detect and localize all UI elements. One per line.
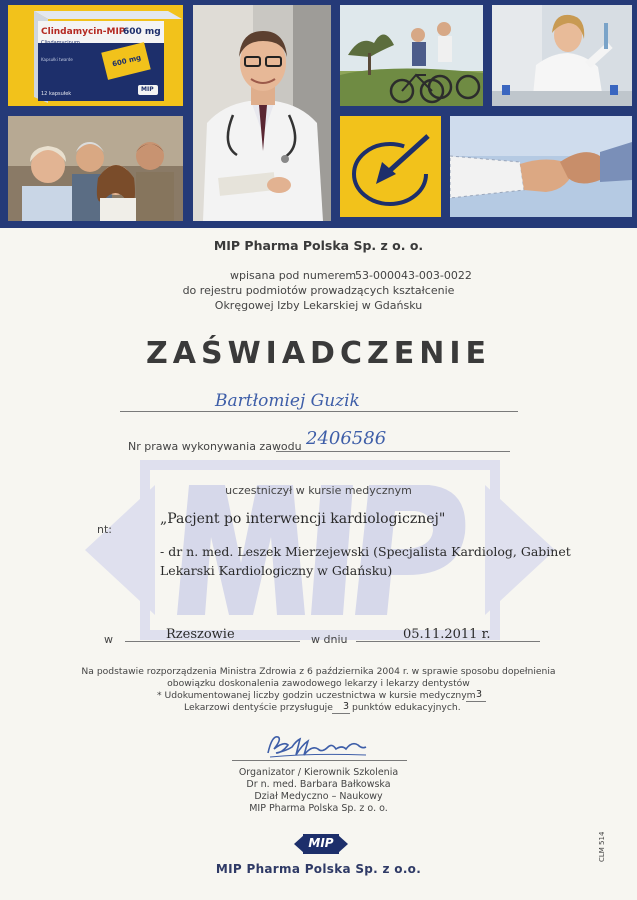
points-label: punktów edukacyjnych. <box>352 702 461 713</box>
yellow-arrow-tile <box>340 116 441 217</box>
footer-code: CLM 514 <box>598 831 606 862</box>
mip-logo <box>294 832 348 856</box>
license-label: Nr prawa wykonywania zawodu <box>128 440 302 453</box>
participant-name-line <box>120 411 518 412</box>
product-substance: Clindamycinum <box>41 40 80 46</box>
product-brand: Clindamycin-MIP <box>41 27 126 37</box>
date-label: w dniu <box>311 633 348 646</box>
place-line <box>125 641 300 642</box>
lecturer-line-1: - dr n. med. Leszek Mierzejewski (Specjalista Kardiolog, Gabinet <box>160 544 571 559</box>
header-photo-mosaic <box>0 0 637 228</box>
participated-label: uczestniczył w kursie medycznym <box>225 484 412 497</box>
cyclists-photo <box>340 5 483 106</box>
registered-label: wpisana pod numerem <box>230 269 357 282</box>
course-topic: „Pacjent po interwencji kardiologicznej" <box>160 511 446 527</box>
lab-scientist-photo <box>492 5 632 106</box>
product-box-photo <box>8 5 183 106</box>
product-count: 12 kapsułek <box>41 91 72 97</box>
hours-label: * Udokumentowanej liczby godzin uczestnictwa w kursie medycznym <box>157 690 476 701</box>
signature-role: Organizator / Kierownik Szkolenia <box>238 767 399 778</box>
place-value: Rzeszowie <box>166 627 235 642</box>
license-line <box>276 451 510 452</box>
participant-name: Bartłomiej Guzik <box>215 391 360 411</box>
family-group-photo <box>8 116 183 221</box>
registry-number: 53-000043-003-0022 <box>355 269 472 282</box>
doctor-photo <box>193 5 331 221</box>
legal-line-1: Na podstawie rozporządzenia Ministra Zdrowia z 6 października 2004 r. w sprawie sposobu dopełnienia <box>81 666 556 677</box>
legal-line-2: obowiązku doskonalenia zawodowego lekarzy i lekarzy dentystów <box>167 678 470 689</box>
dentist-label: Lekarzowi dentyście przysługuje <box>184 702 333 713</box>
product-box-graphic <box>8 5 183 106</box>
date-value: 05.11.2011 r. <box>403 627 491 642</box>
product-form: Kapsułki twarde <box>41 57 73 62</box>
arrow-target-icon <box>340 116 441 217</box>
issuer-company: MIP Pharma Polska Sp. z o. o. <box>213 238 424 253</box>
signature-line <box>232 760 407 761</box>
points-line <box>332 713 350 714</box>
handshake-photo <box>450 116 632 217</box>
signature-department: Dział Medyczno – Naukowy <box>254 791 383 802</box>
topic-label: nt: <box>97 523 112 536</box>
registry-line-2: Okręgowej Izby Lekarskiej w Gdańsku <box>214 299 423 312</box>
certificate-title: ZAŚWIADCZENIE <box>146 336 491 371</box>
product-dose: 600 mg <box>123 27 161 37</box>
mip-logo-text: MIP <box>308 836 334 850</box>
signature-scribble <box>262 731 372 761</box>
signature-company: MIP Pharma Polska Sp. z o. o. <box>249 803 388 814</box>
place-label: w <box>104 633 113 646</box>
product-stamp: 600 mg <box>111 53 142 69</box>
hours-value: 3 <box>476 689 483 700</box>
registry-line-1: do rejestru podmiotów prowadzących kształcenie <box>182 284 455 297</box>
license-number: 2406586 <box>306 428 387 449</box>
points-value: 3 <box>343 701 350 712</box>
footer-company: MIP Pharma Polska Sp. z o.o. <box>215 862 422 876</box>
lecturer-line-2: Lekarski Kardiologiczny w Gdańsku) <box>160 563 393 578</box>
signature-name: Dr n. med. Barbara Bałkowska <box>246 779 391 790</box>
hours-line <box>466 701 486 702</box>
date-line <box>356 641 540 642</box>
product-logo: MIP <box>141 86 154 93</box>
